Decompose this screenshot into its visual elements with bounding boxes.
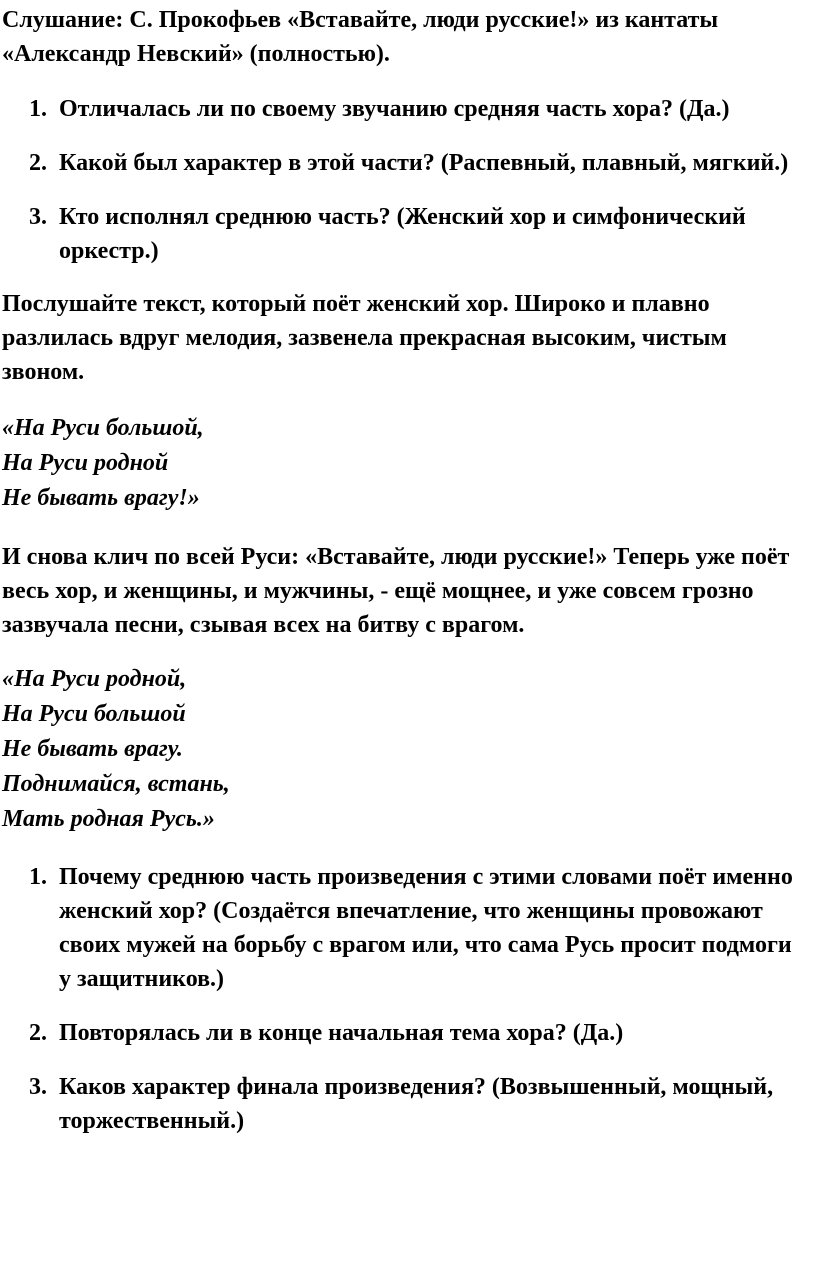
question-text: Повторялась ли в конце начальная тема хора? (Да.) [59,1020,624,1046]
verse-line: «На Руси большой, [2,415,204,441]
question-list-2 [2,860,808,1138]
paragraph-female-choir: Послушайте текст, который поёт женский хор. Широко и плавно разлилась вдруг мелодия, зазвенела прекрасная высоким, чистым звоном. [2,291,727,385]
verse-block-1 [2,411,808,516]
question-number: 3. [29,204,47,230]
question-text: Какой был характер в этой части? (Распевный, плавный, мягкий.) [59,150,789,176]
question-item [2,92,808,126]
question-list-1 [2,92,808,268]
paragraph-full-choir: И снова клич по всей Руси: «Вставайте, люди русские!» Теперь уже поёт весь хор, и женщины, и мужчины, - ещё мощнее, и уже совсем грозно зазвучала песни, сзывая всех на битву с врагом. [2,544,790,638]
verse-line: Мать родная Русь.» [2,806,215,832]
verse-line: На Руси родной [2,450,169,476]
question-number: 2. [29,150,47,176]
question-number: 1. [29,96,47,122]
verse-line: Не бывать врагу. [2,736,183,762]
question-text: Кто исполнял среднюю часть? (Женский хор и симфонический оркестр.) [59,204,746,264]
question-item [2,200,808,268]
question-item [2,1070,808,1138]
question-number: 1. [29,864,47,890]
verse-line: На Руси большой [2,701,186,727]
question-text: Каков характер финала произведения? (Возвышенный, мощный, торжественный.) [59,1074,774,1134]
document-title: Слушание: С. Прокофьев «Вставайте, люди русские!» из кантаты «Александр Невский» (полностью). [2,7,719,67]
verse-line: «На Руси родной, [2,666,187,692]
question-item [2,1016,808,1050]
verse-line: Поднимайся, встань, [2,771,230,797]
question-number: 3. [29,1074,47,1100]
verse-block-2 [2,662,808,837]
question-item [2,860,808,996]
verse-line: Не бывать врагу!» [2,485,200,511]
question-text: Отличалась ли по своему звучанию средняя часть хора? (Да.) [59,96,730,122]
question-text: Почему среднюю часть произведения с этими словами поёт именно женский хор? (Создаётся впечатление, что женщины провожают своих мужей на борьбу с врагом или, что сама Русь просит подмоги у защитников.) [59,864,793,992]
question-number: 2. [29,1020,47,1046]
question-item [2,146,808,180]
